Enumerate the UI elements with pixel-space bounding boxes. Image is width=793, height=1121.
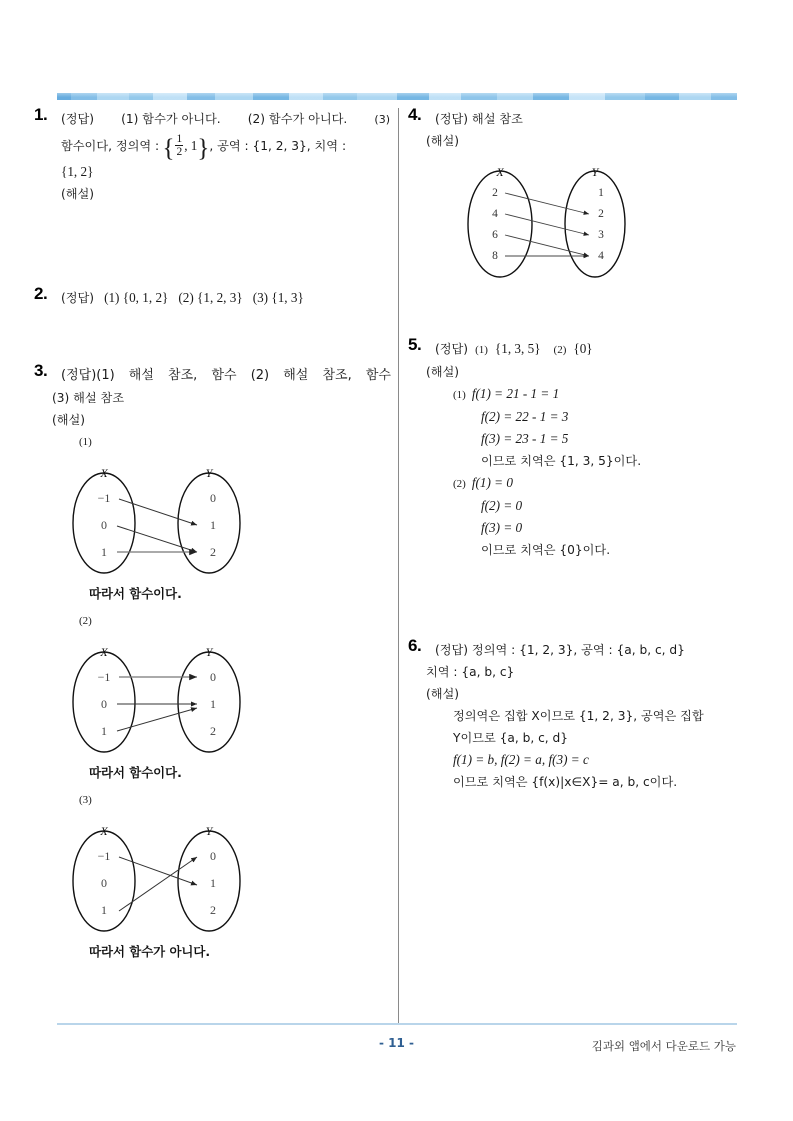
q3-sub-label-3: (3) <box>79 794 92 806</box>
svg-text:1: 1 <box>101 724 107 738</box>
q3-caption-2: 따라서 함수이다. <box>89 765 182 780</box>
q2-part3: (3) {1, 3} <box>252 290 304 305</box>
svg-text:1: 1 <box>101 903 107 917</box>
q3-answer-line1: (정답)(1) 해설 참조, 함수 (2) 해설 참조, 함수 <box>61 368 391 383</box>
svg-text:X: X <box>100 466 108 480</box>
q2-answer-tag: (정답) <box>61 291 95 305</box>
svg-text:Y: Y <box>205 645 213 659</box>
svg-text:Y: Y <box>205 466 213 480</box>
q3-mapping-diagram-3 <box>61 815 390 940</box>
item-number-4: 4. <box>408 105 422 124</box>
svg-text:1: 1 <box>101 545 107 559</box>
svg-text:X: X <box>496 165 504 179</box>
q5-part1-label: (1) <box>475 344 488 356</box>
svg-text:1: 1 <box>598 187 604 199</box>
right-column <box>408 105 758 793</box>
svg-text:−1: −1 <box>97 670 111 684</box>
svg-text:1: 1 <box>210 876 216 890</box>
q3-mapping-diagram-1 <box>61 457 390 582</box>
q5-step5-label: (2) <box>453 478 466 490</box>
q3-solution-tag: (해설) <box>52 413 86 427</box>
q1-set-rest: , 1 <box>184 138 198 153</box>
svg-text:1: 1 <box>210 697 216 711</box>
q5-step2-eq: f(2) = 22 - 1 = 3 <box>481 409 569 424</box>
q1-open-brace: { <box>162 135 175 162</box>
q4-mapping-diagram <box>453 156 758 286</box>
q6-explain-line1: 정의역은 집합 X이므로 {1, 2, 3}, 공역은 집합 <box>453 709 704 723</box>
q6-solution-tag: (해설) <box>426 687 460 701</box>
item-number-1: 1. <box>34 105 48 124</box>
q3-sub-label-2: (2) <box>79 615 92 627</box>
svg-text:2: 2 <box>210 545 216 559</box>
svg-text:2: 2 <box>210 724 216 738</box>
q5-step6-eq: f(2) = 0 <box>481 498 523 513</box>
q1-answer-tag: (정답) <box>61 112 95 126</box>
q5-step7-eq: f(3) = 0 <box>481 520 523 535</box>
item-number-2: 2. <box>34 284 48 303</box>
q5-step3-eq: f(3) = 23 - 1 = 5 <box>481 431 569 446</box>
q6-answer-line1: (정답) 정의역 : {1, 2, 3}, 공역 : {a, b, c, d} <box>435 643 685 657</box>
svg-text:4: 4 <box>598 250 604 262</box>
brand-note: 김과외 앱에서 다운로드 가능 <box>591 1039 736 1053</box>
answer-item-6 <box>408 636 758 793</box>
svg-text:3: 3 <box>598 229 604 241</box>
q1-solution-tag: (해설) <box>61 187 95 201</box>
q5-step1-label: (1) <box>453 389 466 401</box>
q1-fraction: $\frac{1}{2}$ <box>176 133 183 159</box>
svg-text:0: 0 <box>210 491 216 505</box>
q5-step1-eq: f(1) = 21 - 1 = 1 <box>471 386 560 401</box>
q3-sub-label-1: (1) <box>79 436 92 448</box>
q1-range-set: {1, 2} <box>61 164 94 179</box>
answer-item-5 <box>408 335 758 561</box>
svg-text:2: 2 <box>598 208 604 220</box>
header-band-gloss <box>57 93 737 100</box>
q3-answer-line2: (3) 해설 참조 <box>52 391 125 405</box>
left-column <box>34 105 391 960</box>
q2-part1: (1) {0, 1, 2} <box>104 290 169 305</box>
svg-text:8: 8 <box>492 250 498 262</box>
svg-text:6: 6 <box>492 229 498 241</box>
q5-part2-value: {0} <box>573 341 593 356</box>
q5-part2-label: (2) <box>553 344 567 356</box>
item-number-5: 5. <box>408 335 422 354</box>
svg-text:Y: Y <box>591 165 599 179</box>
footer-rule <box>57 1023 737 1025</box>
q5-step5-eq: f(1) = 0 <box>471 475 513 490</box>
q5-answer-tag: (정답) <box>435 342 469 356</box>
svg-text:0: 0 <box>210 849 216 863</box>
svg-text:0: 0 <box>210 670 216 684</box>
q3-caption-3: 따라서 함수가 아니다. <box>89 944 211 959</box>
svg-text:−1: −1 <box>97 849 111 863</box>
q3-caption-1: 따라서 함수이다. <box>89 586 182 601</box>
page-number: - 11 - <box>378 1036 414 1050</box>
svg-text:−1: −1 <box>97 491 111 505</box>
q1-close-brace: } <box>197 135 210 162</box>
q5-part1-value: {1, 3, 5} <box>494 341 541 356</box>
svg-text:2: 2 <box>210 903 216 917</box>
answer-item-3 <box>34 361 391 960</box>
q6-answer-line2: 치역 : {a, b, c} <box>426 665 515 679</box>
svg-text:2: 2 <box>492 187 498 199</box>
item-number-6: 6. <box>408 636 422 655</box>
q1-domain-text: 함수이다, 정의역 : <box>61 139 160 153</box>
q1-part2: (2) 함수가 아니다. <box>247 112 348 126</box>
svg-text:0: 0 <box>101 876 107 890</box>
q5-solution-tag: (해설) <box>426 365 460 379</box>
answer-item-1 <box>34 105 390 205</box>
q1-codomain-text: , 공역 : {1, 2, 3}, 치역 : <box>209 139 347 153</box>
q5-step8-conclusion: 이므로 치역은 {0}이다. <box>481 543 611 557</box>
answer-item-2 <box>34 284 390 309</box>
q3-mapping-diagram-2 <box>61 636 390 761</box>
q6-explain-line4: 이므로 치역은 {f(x)|x∈X}= a, b, c이다. <box>453 775 678 789</box>
answer-item-4 <box>408 105 758 286</box>
svg-text:X: X <box>100 824 108 838</box>
svg-text:Y: Y <box>205 824 213 838</box>
q6-explain-line3: f(1) = b, f(2) = a, f(3) = c <box>453 752 589 767</box>
svg-text:0: 0 <box>101 518 107 532</box>
q4-answer-line: (정답) 해설 참조 <box>435 112 523 126</box>
q2-part2: (2) {1, 2, 3} <box>178 290 243 305</box>
q4-solution-tag: (해설) <box>426 134 460 148</box>
svg-text:X: X <box>100 645 108 659</box>
svg-text:4: 4 <box>492 208 498 220</box>
q1-part3-label: (3) <box>374 113 390 126</box>
svg-text:1: 1 <box>210 518 216 532</box>
svg-text:0: 0 <box>101 697 107 711</box>
q1-part1: (1) 함수가 아니다. <box>121 112 221 126</box>
item-number-3: 3. <box>34 361 48 380</box>
q6-explain-line2: Y이므로 {a, b, c, d} <box>453 731 569 745</box>
column-divider <box>398 108 399 1023</box>
q5-step4-conclusion: 이므로 치역은 {1, 3, 5}이다. <box>481 454 642 468</box>
